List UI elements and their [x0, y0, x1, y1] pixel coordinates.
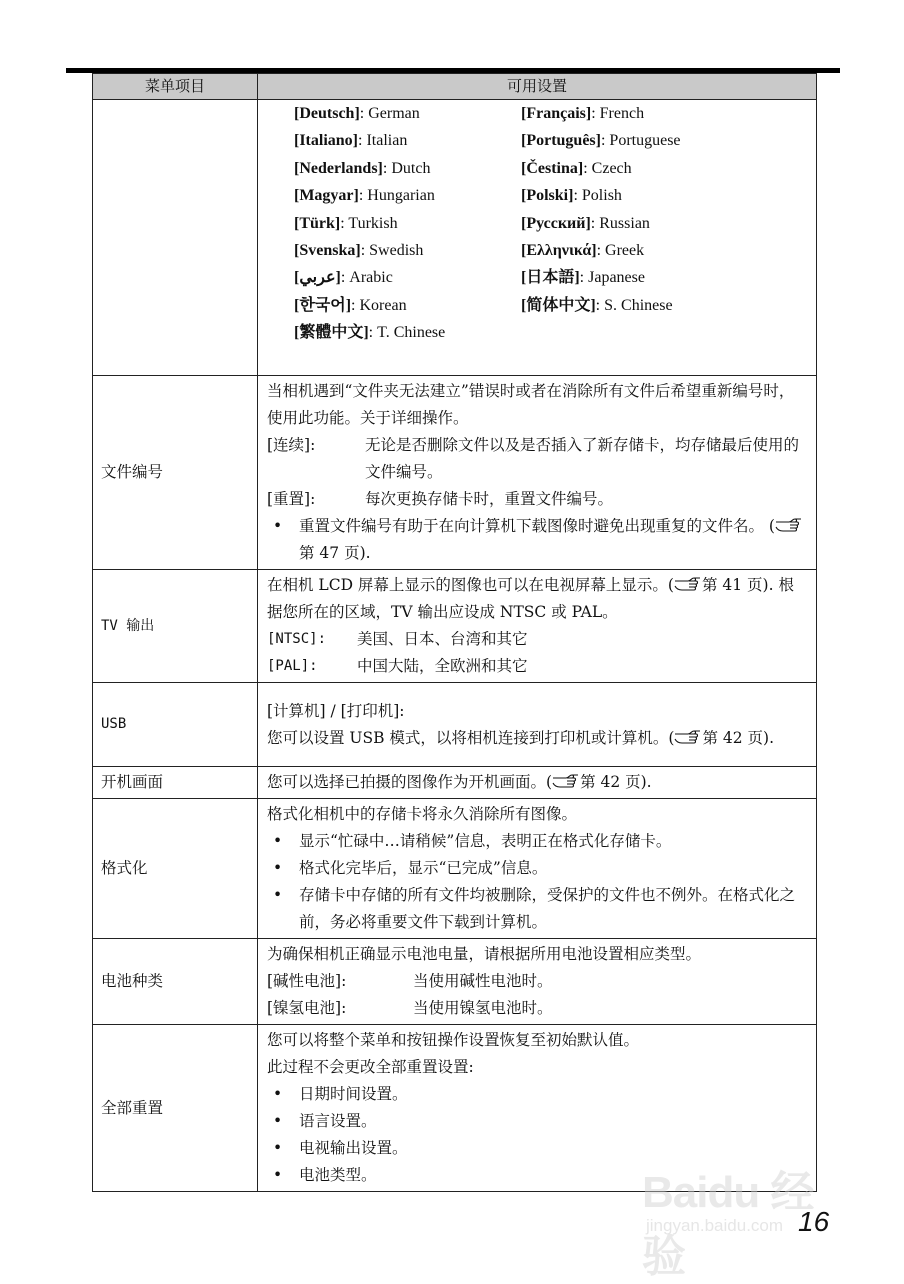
language-option: [Svenska]: Swedish	[294, 242, 424, 260]
language-option: [Čestina]: Czech	[521, 159, 632, 177]
table-row-startup-image	[93, 767, 817, 799]
reset-all-description: 您可以将整个菜单和按钮操作设置恢复至初始默认值。 此过程不会更改全部重置设置: • 日期时间设置。 • 语言设置。 • 电视输出设置。 • 电池类型。	[258, 1025, 817, 1192]
option-pal: [PAL]: 中国大陆，全欧洲和其它	[267, 657, 528, 675]
language-list	[258, 100, 816, 347]
bullet-item: • 存储卡中存储的所有文件均被删除，受保护的文件也不例外。在格式化之前，务必将重要文件下载到计算机。	[273, 886, 796, 931]
table-row-battery-type	[93, 939, 817, 1025]
reset-all-label: 全部重置	[93, 1025, 258, 1192]
header-menu-item: 菜单项目	[93, 74, 258, 100]
battery-type-description: 为确保相机正确显示电池电量，请根据所用电池设置相应类型。 [碱性电池]: 当使用碱性电池时。 [镍氢电池]: 当使用镍氢电池时。	[258, 939, 817, 1025]
format-description: 格式化相机中的存储卡将永久消除所有图像。 • 显示“忙碌中…请稍候”信息，表明正在格式化存储卡。 • 格式化完毕后，显示“已完成”信息。 • 存储卡中存储的所有文件均被删除，受保护的文件也不例外。在格式化之前，务必将重要文件下载到计算机。	[258, 799, 817, 939]
bullet-item: • 电池类型。	[273, 1166, 377, 1184]
watermark-url: jingyan.baidu.com	[646, 1216, 784, 1235]
language-option: [Polski]: Polish	[521, 187, 622, 205]
pointing-hand-icon	[552, 774, 580, 788]
battery-type-label: 电池种类	[93, 939, 258, 1025]
table-row-file-number	[93, 376, 817, 570]
option-alkaline: [碱性电池]: 当使用碱性电池时。	[267, 972, 553, 990]
bullet-item: • 重置文件编号有助于在向计算机下载图像时避免出现重复的文件名。 (第 47 页).	[267, 513, 806, 567]
table-header-row	[93, 74, 817, 100]
pointing-hand-icon	[775, 518, 803, 532]
bullet-item: • 语言设置。	[273, 1112, 377, 1130]
option-ntsc: [NTSC]: 美国、日本、台湾和其它	[267, 630, 528, 648]
language-option: [Ελληνικά]: Greek	[521, 242, 645, 260]
watermark-logo: Baidu 经验	[642, 1168, 814, 1281]
language-option: [日本語]: Japanese	[521, 269, 645, 287]
language-option: [Nederlands]: Dutch	[294, 159, 431, 177]
language-option: [Magyar]: Hungarian	[294, 187, 435, 205]
table-row-language	[93, 100, 817, 376]
language-options-cell	[258, 100, 817, 376]
startup-image-description: 您可以选择已拍摄的图像作为开机画面。( 第 42 页).	[258, 767, 817, 799]
table-row-tv-output	[93, 570, 817, 683]
file-number-label: 文件编号	[93, 376, 258, 570]
language-option: [繁體中文]: T. Chinese	[294, 324, 446, 342]
language-item-cell	[93, 100, 258, 376]
tv-output-description: 在相机 LCD 屏幕上显示的图像也可以在电视屏幕上显示。( 第 41 页). 根据您所在的区域，TV 输出应设成 NTSC 或 PAL。 [NTSC]: 美国、日本、台湾和其它 [PAL]: 中国大陆，全欧洲和其它	[258, 570, 817, 683]
table-row-format	[93, 799, 817, 939]
baidu-watermark	[642, 1148, 842, 1281]
language-option: [한국어]: Korean	[294, 296, 407, 314]
pointing-hand-icon	[674, 730, 702, 744]
option-reset: [重置]: 每次更换存储卡时，重置文件编号。	[267, 490, 614, 508]
language-option: [Français]: French	[521, 105, 645, 122]
file-number-intro: 当相机遇到“文件夹无法建立”错误时或者在消除所有文件后希望重新编号时，使用此功能。关于详细操作。	[267, 382, 795, 427]
file-number-description	[258, 376, 817, 570]
tv-output-label: TV 输出	[93, 570, 258, 683]
menu-settings-table	[92, 73, 817, 1192]
pointing-hand-icon	[674, 577, 702, 591]
bullet-item: • 格式化完毕后，显示“已完成”信息。	[273, 859, 548, 877]
language-option: [عربي]: Arabic	[294, 269, 393, 287]
header-available-settings: 可用设置	[258, 74, 817, 100]
bullet-item: • 日期时间设置。	[273, 1085, 408, 1103]
table-row-usb	[93, 683, 817, 767]
usb-modes: [计算机] / [打印机]:	[267, 701, 405, 720]
page-number: 16	[798, 1206, 830, 1237]
language-option: [Türk]: Turkish	[294, 214, 398, 232]
usb-label: USB	[93, 683, 258, 767]
language-option: [Português]: Portuguese	[521, 132, 681, 150]
language-option: [Italiano]: Italian	[294, 132, 408, 150]
language-option: [Русский]: Russian	[521, 214, 650, 232]
option-nimh: [镍氢电池]: 当使用镍氢电池时。	[267, 999, 553, 1017]
language-option: [简体中文]: S. Chinese	[521, 296, 673, 314]
usb-description: [计算机] / [打印机]: 您可以设置 USB 模式，以将相机连接到打印机或计算机。( 第 42 页).	[258, 683, 817, 767]
format-label: 格式化	[93, 799, 258, 939]
option-continuous: [连续]: 无论是否删除文件以及是否插入了新存储卡，均存储最后使用的文件编号。	[267, 436, 800, 481]
bullet-item: • 显示“忙碌中…请稍候”信息，表明正在格式化存储卡。	[273, 832, 672, 850]
language-option: [Deutsch]: German	[294, 105, 420, 122]
startup-image-label: 开机画面	[93, 767, 258, 799]
bullet-item: • 电视输出设置。	[273, 1139, 408, 1157]
